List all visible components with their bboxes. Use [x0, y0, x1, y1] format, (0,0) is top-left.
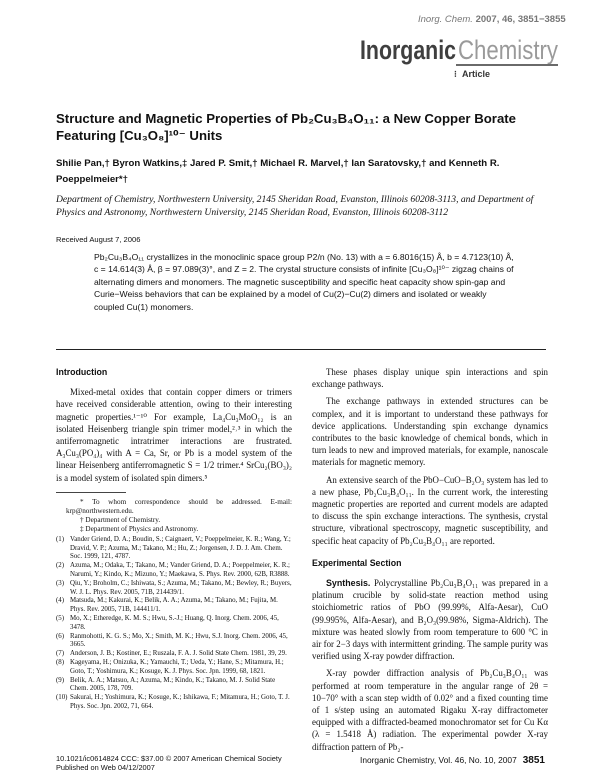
body-paragraph: An extensive search of the PbO−CuO−B₂O₃ system has led to a new phase, Pb₂Cu₃B₄O₁₁. In the current work, the interesting magnetic properties are reported and current models are adapted to discuss the spin exchange interactions. The synthesis, crystal structure, vibrational spectroscopy, magnetic susceptibility, and specific heat capacity of Pb₂Cu₃B₄O₁₁ are reported. — [312, 474, 548, 546]
synthesis-text: Polycrystalline Pb₂Cu₃B₄O₁₁ was prepared in a platinum crucible by solid-state reaction method using stoichiometric ratios of PbO (99.99%, Alfa-Aesar), CuO (99.995%, Alfa-Aesar), and B₂O₃(99.98%, Sigma-Aldrich). The mixture was heated slowly from room temperature to 600 °C in air for 2−3 days with intermittent grinding. The sample purity was verified using X-ray powder diffraction. — [312, 578, 548, 662]
footer-left — [56, 754, 282, 772]
body-paragraph: X-ray powder diffraction analysis of Pb₂Cu₃B₄O₁₁ was performed at room temperature in the angular range of 2θ = 10−70° with a scan step width of 0.02° and a fixed counting time of 1 s/step using an automated Rigaku X-ray diffractometer equipped with a diffracted-beamed monochromator set for Cu Kα (λ = 1.5418 Å) radiation. The experimental powder X-ray diffraction pattern of Pb₂- — [312, 668, 548, 752]
logo-word-chemistry: Chemistry — [458, 35, 559, 65]
journal-citation — [418, 14, 566, 25]
right-column — [312, 366, 548, 753]
reference-item: (10) Sakurai, H.; Yoshimura, K.; Kosuge, K.; Ishikawa, F.; Mitamura, H.; Goto, T. J. Phys. Soc. Jpn. 2002, 71, 664. — [56, 694, 290, 710]
experimental-heading: Experimental Section — [312, 557, 402, 568]
page-number: 3851 — [522, 755, 545, 766]
received-date: Received August 7, 2006 — [56, 235, 141, 244]
doi-copyright: 10.1021/ic0614824 CCC: $37.00 © 2007 American Chemical Society — [56, 754, 282, 763]
synthesis-label: Synthesis. — [326, 578, 371, 589]
synthesis-paragraph — [312, 577, 548, 662]
left-column — [56, 366, 292, 712]
reference-item: (1) Vander Griend, D. A.; Boudin, S.; Caignaert, V.; Poeppelmeier, K. R.; Wang, Y.; Dravid, V. P.; Azuma, M.; Takano, M.; Hu, Z.; Jorgensen, J. D. J. Am. Chem. Soc. 1999, 121, 4787. — [56, 535, 291, 561]
author-list: Shilie Pan,† Byron Watkins,‡ Jared P. Smit,† Michael R. Marvel,† Ian Saratovsky,† and Kenneth R. Poeppelmeier*† — [56, 158, 500, 185]
abstract: Pb₂Cu₃B₄O₁₁ crystallizes in the monoclinic space group P2/n (No. 13) with a = 6.8016(15) Å, b = 4.7123(10) Å, c = 14.614(3) Å, β = 97.089(3)°, and Z = 2. The crystal structure consists of infinite [Cu₃O₈]¹⁰⁻ zigzag chains of alternating dimers and monomers. The magnetic susceptibility and specific heat capacity show spin-gap and Curie−Weiss behaviors that can be explained by a model of Cu(2)−Cu(2) dimers and isolated or weakly coupled Cu(1) monomers. — [94, 252, 514, 312]
journal-logo — [360, 27, 560, 83]
published-date: Published on Web 04/12/2007 — [56, 763, 155, 772]
introduction-paragraph: Mixed-metal oxides that contain copper dimers or trimers have received considerable attention, owing to their interesting magnetic properties.¹⁻¹⁰ For example, La₄Cu₃MoO₁₂ is an isolated Heisenberg triangle spin trimer model,²˒³ in which the antiferromagnetic intratrimer interactions are frustrated. A₃Cu₃(PO₄)₄ with A = Ca, Sr, or Pb is a model system of the linear Heisenberg antiferromagnetic S = 1/2 trimer.⁴ SrCu₂(BO₃)₂ is a model system of isolated spin dimers.⁵ — [56, 387, 292, 483]
reference-item: (2) Azuma, M.; Odaka, T.; Takano, M.; Vander Griend, D. A.; Poeppelmeier, K. R.; Narumi, Y.; Kindo, K.; Mizuno, Y.; Maekawa, S. Phys. Rev. 2000, 62B, R3888. — [56, 562, 290, 579]
reference-item: (7) Anderson, J. B.; Kostiner, E.; Ruszala, F. A. J. Solid State Chem. 1981, 39, 29. — [56, 650, 287, 658]
reference-item: (9) Belik, A. A.; Matsuo, A.; Azuma, M.; Kindo, K.; Takano, M. J. Solid State Chem. 2005, 178, 709. — [56, 676, 276, 693]
reference-list — [56, 536, 292, 712]
footer-right — [360, 755, 545, 766]
introduction-heading: Introduction — [56, 367, 108, 377]
corresponding-author-note: * To whom correspondence should be addressed. E-mail: krp@northwestern.edu. — [66, 497, 292, 515]
reference-item: (3) Qiu, Y.; Broholm, C.; Ishiwata, S.; Azuma, M.; Takano, M.; Bewley, R.; Buyers, W. J. L. Phys. Rev. 2005, 71B, 214439/1. — [56, 579, 292, 596]
footnote-separator — [56, 492, 126, 493]
body-paragraph: These phases display unique spin interactions and spin exchange pathways. — [312, 367, 548, 390]
section-divider — [56, 349, 546, 350]
reference-item: (6) Ranmohotti, K. G. S.; Mo, X.; Smith, M. K.; Hwu, S.J. Inorg. Chem. 2006, 45, 3665. — [56, 632, 288, 649]
reference-item: (8) Kageyama, H.; Onizuka, K.; Yamauchi, T.; Ueda, Y.; Hane, S.; Mitamura, H.; Goto, T.; Yoshimura, K.; Kosuge, K. J. Phys. Soc. Jpn. 1999, 68, 1821. — [56, 658, 284, 675]
logo-dots: ⁝ — [454, 69, 457, 79]
affiliation-note-physics: ‡ Department of Physics and Astronomy. — [80, 524, 199, 533]
affiliations: Department of Chemistry, Northwestern University, 2145 Sheridan Road, Evanston, Illinois 60208-3113, and Department of Physics and Astronomy, Northwestern University, 2145 Sheridan Road, Evanston, Illinois 60208-3112 — [56, 194, 534, 218]
journal-issue: Inorganic Chemistry, Vol. 46, No. 10, 2007 — [360, 755, 517, 765]
reference-item: (5) Mo, X.; Etheredge, K. M. S.; Hwu, S.-J.; Huang, Q. Inorg. Chem. 2006, 45, 3478. — [56, 615, 279, 631]
affiliation-note-chemistry: † Department of Chemistry. — [80, 515, 161, 524]
body-paragraph: The exchange pathways in extended structures can be complex, and it is important to understand these pathways for device applications. Understanding spin exchange dynamics contributes to the basic knowledge of chemical bonds, which in turn leads to new and improved materials, for example, nanoscale materials for magnetic memory. — [312, 396, 548, 468]
journal-name: Inorg. Chem. — [418, 14, 473, 25]
logo-word-inorganic: Inorganic — [360, 35, 456, 65]
citation-volume-pages: 2007, 46, 3851−3855 — [475, 14, 566, 25]
article-type-label: Article — [462, 69, 491, 79]
article-title: Structure and Magnetic Properties of Pb₂Cu₃B₄O₁₁: a New Copper Borate Featuring [Cu₃O₈]¹⁰⁻ Units — [56, 111, 517, 143]
reference-item: (4) Matsuda, M.; Kakurai, K.; Belik, A. A.; Azuma, M.; Takano, M.; Fujita, M. Phys. Rev. 2005, 71B, 144411/1. — [56, 597, 278, 614]
